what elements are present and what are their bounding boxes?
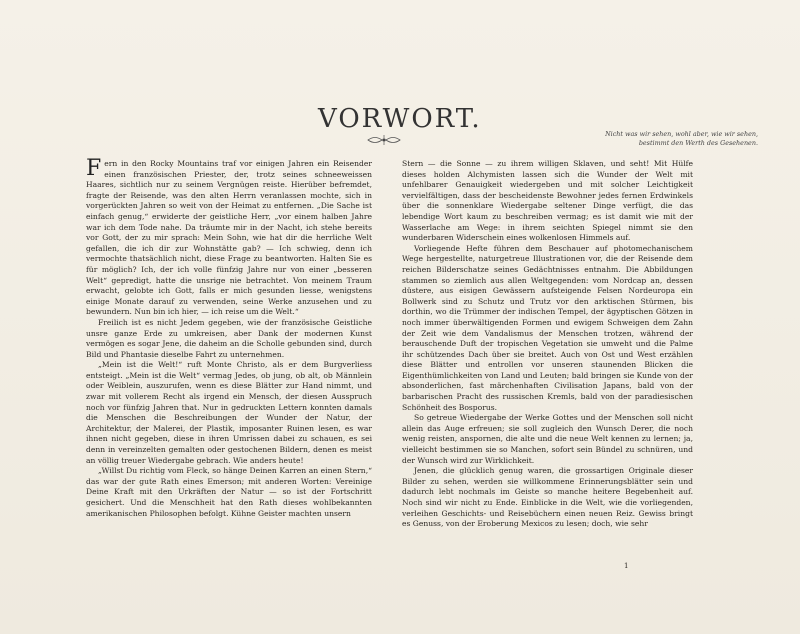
page-title: VORWORT.	[318, 104, 482, 134]
paragraph: So getreue Wiedergabe der Werke Gottes und der Menschen soll nicht allein das Auge erfreuen; sie soll zugleich den Wunsch Derer, die noch wenig reisten, anspornen, die alte und die neue Welt kennen zu lernen; ja, vielleicht bestimmen sie so Manchen, sofort sein Bündel zu schnüren, und der Wunsch wird zur Wirklichkeit.	[402, 413, 693, 465]
left-text-column	[86, 156, 372, 519]
paragraph: Jenen, die glücklich genug waren, die grossartigen Originale dieser Bilder zu sehen, werden sie willkommene Erinnerungsblätter sein und dadurch lebt nochmals im Geiste so manche heitere Begebenheit auf. Noch sind wir nicht zu Ende. Einblicke in die Welt, wie die vorliegenden, verleihen Geschichts- und Reisebüchern einen neuen Reiz. Gewiss bringt es Genuss, von der Eroberung Mexicos zu lesen; doch, wie sehr	[402, 466, 693, 529]
paragraph: „Willst Du richtig vom Fleck, so hänge Deinen Karren an einen Stern,“ das war der gute Rath eines Emerson; mit anderen Worten: Vereinige Deine Kraft mit den Urkräften der Natur — so ist der Fortschritt gesichert. Und die Menschheit hat den Rath dieses wohlbekannten amerikanischen Philosophen befolgt. Kühne Geister machten unsern	[86, 466, 372, 518]
drop-cap: F	[86, 156, 102, 181]
paragraph: „Mein ist die Welt!“ ruft Monte Christo, als er dem Burgverliess entsteigt. „Mein ist die Welt“ vermag Jedes, ob jung, ob alt, ob Männlein oder Weiblein, auszurufen, wenn es diese Blätter zur Hand nimmt, und zwar mit vollerem Recht als irgend ein Mensch, der diesen Ausspruch noch vor fünfzig Jahren that. Nur in gedruckten Lettern konnten damals die Menschen die Beschreibungen der Wunder der Natur, der Architektur, der Malerei, der Plastik, imposanter Ruinen lesen, es war ihnen nicht gegeben, diese in ihren Umrissen dabei zu schauen, es sei denn in vereinzelten gemalten oder gestochenen Bildern, denen es meist an völlig treuer Wiedergabe gebrach. Wie anders heute!	[86, 360, 372, 465]
paragraph: Vorliegende Hefte führen dem Beschauer auf photomechanischem Wege hergestellte, naturgetreue Illustrationen vor, die der Reisende dem reichen Bilderschatze seines Gedächtnisses entnahm. Die Abbildungen stammen so ziemlich aus allen Weltgegenden: vom Nordcap an, dessen düstere, aus eisigen Gewässern aufsteigende Felsen Nordeuropa ein Bollwerk sind zu Schutz und Trutz vor den arktischen Stürmen, bis dorthin, wo die Trümmer der indischen Tempel, der ägyptischen Götzen in noch immer überwältigenden Formen und ewigem Schweigen dem Zahn der Zeit wie dem Vandalismus der Menschen trotzen, während der berauschende Duft der tropischen Vegetation sie umweht und die Palme ihr schützendes Dach über sie breitet. Auch von Ost und West erzählen diese Blätter und entrollen vor unseren staunenden Blicken die Eigenthümlichkeiten von Land und Leuten; bald bringen sie Kunde von der absonderlichen, fast märchenhaften Civilisation Japans, bald von der barbarischen Pracht des russischen Kremls, bald von der paradiesischen Schönheit des Bosporus.	[402, 243, 693, 412]
fleuron-ornament-icon	[366, 134, 402, 146]
epigraph	[508, 130, 758, 148]
paragraph: Freilich ist es nicht Jedem gegeben, wie der französische Geistliche unsre ganze Erde zu umkreisen, aber Dank der modernen Kunst vermögen es sogar Jene, die daheim an die Scholle gebunden sind, durch Bild und Phantasie dieselbe Fahrt zu unternehmen.	[86, 317, 372, 359]
paragraph: Stern — die Sonne — zu ihrem willigen Sklaven, und seht! Mit Hülfe dieses holden Alchymisten lassen sich die Wunder der Welt mit unfehlbarer Genauigkeit wiedergeben und mit solcher Leichtigkeit vervielfältigen, dass der bescheidenste Bewohner jedes fernen Erdwinkels über die sonnenklare Wiedergabe seltener Dinge verfügt, die das lebendige Wort kaum zu beschreiben vermag; es ist damit wie mit der Wasserlache am Wege: in ihrem seichten Spiegel nimmt sie den wunderbaren Widerschein eines wolkenlosen Himmels auf.	[402, 159, 693, 243]
epigraph-line-1: Nicht was wir sehen, wohl aber, wie wir sehen,	[605, 130, 758, 138]
page-number: 1	[624, 562, 629, 570]
right-text-column	[402, 159, 693, 530]
paragraph	[86, 156, 372, 318]
paragraph-text: ern in den Rocky Mountains traf vor einigen Jahren ein Reisender einen französischen Priester, der, trotz seines schneeweissen Haares, sichtlich nur zu seinem Vergnügen reiste. Hierüber befremdet, fragte der Reisende, was den alten Herrn veranlassen mochte, sich in vorgerückten Jahren so weit von der Heimat zu entfernen. „Die Sache ist einfach genug,“ erwiderte der geistliche Herr, „vor einem halben Jahre war ich dem Tode nahe. Da träumte mir in der Nacht, ich stehe bereits vor Gott, der zu mir sprach: Mein Sohn, wie hat dir die herrliche Welt gefallen, die ich dir zur Wohnstätte gab? — Ich schwieg, denn ich vermochte thatsächlich nicht, diese Frage zu beantworten. Halten Sie es für möglich? Ich, der ich volle fünfzig Jahre nur von einer „besseren Welt“ gepredigt, hatte die unsrige nie betrachtet. Von meinem Traum erwacht, gelobte ich Gott, falls er mich gesunden liesse, wenigstens einige Monate darauf zu verwenden, seine Werke anzusehen und zu bewundern. Nun bin ich hier, — ich reise um die Welt.“	[86, 159, 372, 317]
epigraph-line-2: bestimmt den Werth des Gesehenen.	[638, 139, 758, 147]
